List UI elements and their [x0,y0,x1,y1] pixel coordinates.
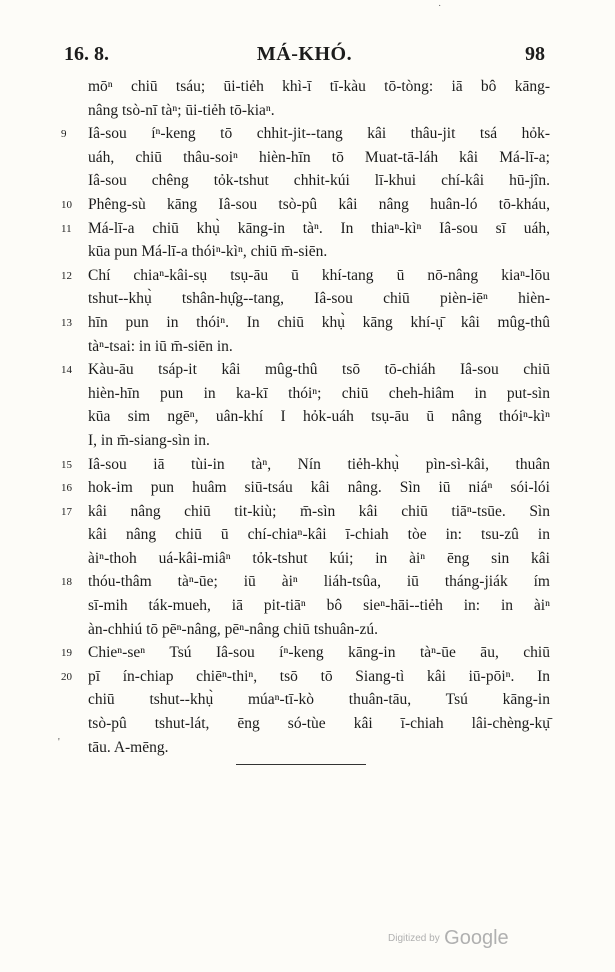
text-line [61,122,550,146]
google-logo: Google [444,927,509,949]
line-text: thóu-thâm tàⁿ-ūe; iū àiⁿ liáh-tsûa, iū tháng-jiák ím [88,573,550,591]
line-text: àiⁿ-thoh uá-kâi-miâⁿ tỏk-tshut kúi; in àiⁿ ēng sin kâi [88,549,550,567]
verse-number: 9 [61,128,67,141]
line-text: Kàu-āu tsáp-it kâi mûg-thû tsō tō-chiáh Iâ-sou chiū [88,361,550,379]
text-line [61,665,550,689]
line-text: Chieⁿ-seⁿ Tsú Iâ-sou íⁿ-keng kāng-in tàⁿ-ūe āu, chiū [88,644,550,662]
text-line [61,641,550,665]
text-line [61,193,550,217]
text-line [61,311,550,335]
line-text: chiū tshut--khụ̀ múaⁿ-tī-kò thuân-tāu, Tsú kāng-in [88,691,550,709]
verse-number: 20 [61,670,72,683]
text-line [88,688,550,712]
line-text: mōⁿ chiū tsáu; ūi-tiẻh khì-ī tī-kàu tō-tòng: iā bô kāng- [88,78,550,95]
text-line [88,382,550,406]
text-line [88,618,550,642]
line-text: tsò-pû tshut-lát, ēng só-tùe kâi ī-chiah lâi-chèng-kụ̄ [88,715,550,733]
verse-number: 11 [61,222,72,235]
text-line [88,429,550,453]
line-text: Iâ-sou iā tùi-in tàⁿ, Nín tiẻh-khụ̀ pìn-sì-kâi, thuân [88,455,550,473]
text-line [61,358,550,382]
text-line [88,240,550,264]
text-line [88,335,550,359]
scan-speck: ˙ [438,4,442,15]
text-line [88,405,550,429]
line-text: Má-lī-a chiū khụ̀ kāng-in tàⁿ. In thiaⁿ-kìⁿ Iâ-sou sī uáh, [88,219,550,237]
line-text: tàⁿ-tsai: in iū m̄-siēn in. [88,337,233,355]
text-line [88,736,550,760]
closing-rule [236,764,366,765]
verse-number: 12 [61,269,72,282]
text-line [61,570,550,594]
text-line [61,476,550,500]
book-title: MÁ-KHÓ. [256,43,353,65]
line-text: Iâ-sou chêng tỏk-tshut chhit-kúi lī-khui chí-kâi hū-jîn. [88,172,550,190]
chapter-verse-reference: 16. 8. [64,43,109,65]
scripture-text [61,75,550,759]
line-text: tshut--khụ̀ tshân-hụ̂g--tang, Iâ-sou chiū pièn-iēⁿ hièn- [88,290,550,308]
line-text: kūa sim ngēⁿ, uân-khí I hỏk-uáh tsụ-āu ū nâng thóiⁿ-kìⁿ [88,408,550,426]
digitized-watermark [388,927,509,950]
line-text: uáh, chiū thâu-soiⁿ hièn-hīn tō Muat-tā-láh kâi Má-lī-a; [88,148,550,166]
line-text: nâng tsò-nī tàⁿ; ūi-tiẻh tō-kiaⁿ. [88,101,275,119]
text-line [61,453,550,477]
text-line [88,712,550,736]
text-line [88,99,550,123]
line-text: kūa pun Má-lī-a thóiⁿ-kìⁿ, chiū m̄-siēn. [88,243,328,261]
verse-number: 18 [61,576,72,589]
line-text: Phêng-sù kāng Iâ-sou tsò-pû kâi nâng huân-ló tō-kháu, [88,195,550,213]
running-header [64,43,545,69]
text-line [88,594,550,618]
line-text: kâi nâng chiū tit-kiù; m̄-sìn kâi chiū tiāⁿ-tsūe. Sìn [88,502,550,520]
line-text: Chí chiaⁿ-kâi-sụ tsụ-āu ū khí-tang ū nō-nâng kiaⁿ-lōu [88,266,550,284]
text-line [88,75,550,99]
text-line [88,146,550,170]
verse-number: 17 [61,505,72,518]
text-line [61,264,550,288]
line-text: kâi nâng chiū ū chí-chiaⁿ-kâi ī-chiah tòe in: tsu-zû in [88,526,550,544]
text-line [88,523,550,547]
text-line [61,500,550,524]
line-text: sī-mih ták-mueh, iā pit-tiāⁿ bô sieⁿ-hāi--tiẻh in: in àiⁿ [88,597,550,615]
text-line [88,547,550,571]
text-line [61,217,550,241]
line-text: hīn pun in thóiⁿ. In chiū khụ̀ kāng khí-ụ̄ kâi mûg-thû [88,313,550,331]
line-text: pī ín-chiap chiēⁿ-thiⁿ, tsō tō Siang-tì kâi iū-pōiⁿ. In [88,667,550,685]
line-text: I, in m̄-siang-sìn in. [88,431,210,449]
verse-number: 15 [61,458,72,471]
line-text: hok-im pun huâm siū-tsáu kâi nâng. Sìn iū niáⁿ sói-lói [88,479,550,497]
line-text: àn-chhiú tō pēⁿ-nâng, pēⁿ-nâng chiū tshuân-zú. [88,620,378,638]
verse-number: 14 [61,364,72,377]
verse-number: 10 [61,198,72,211]
text-line [88,287,550,311]
verse-number: 16 [61,482,72,495]
verse-number: 13 [61,316,72,329]
page-number: 98 [525,43,545,65]
watermark-prefix: Digitized by [388,933,440,944]
margin-mark: ' [58,737,60,748]
line-text: hièn-hīn pun in ka-kī thóiⁿ; chiū cheh-hiâm in put-sìn [88,384,550,402]
line-text: Iâ-sou íⁿ-keng tō chhit-jit--tang kâi thâu-jit tsá hỏk- [88,125,550,143]
text-line [88,169,550,193]
verse-number: 19 [61,647,72,660]
line-text: tāu. A-mēng. [88,738,169,756]
